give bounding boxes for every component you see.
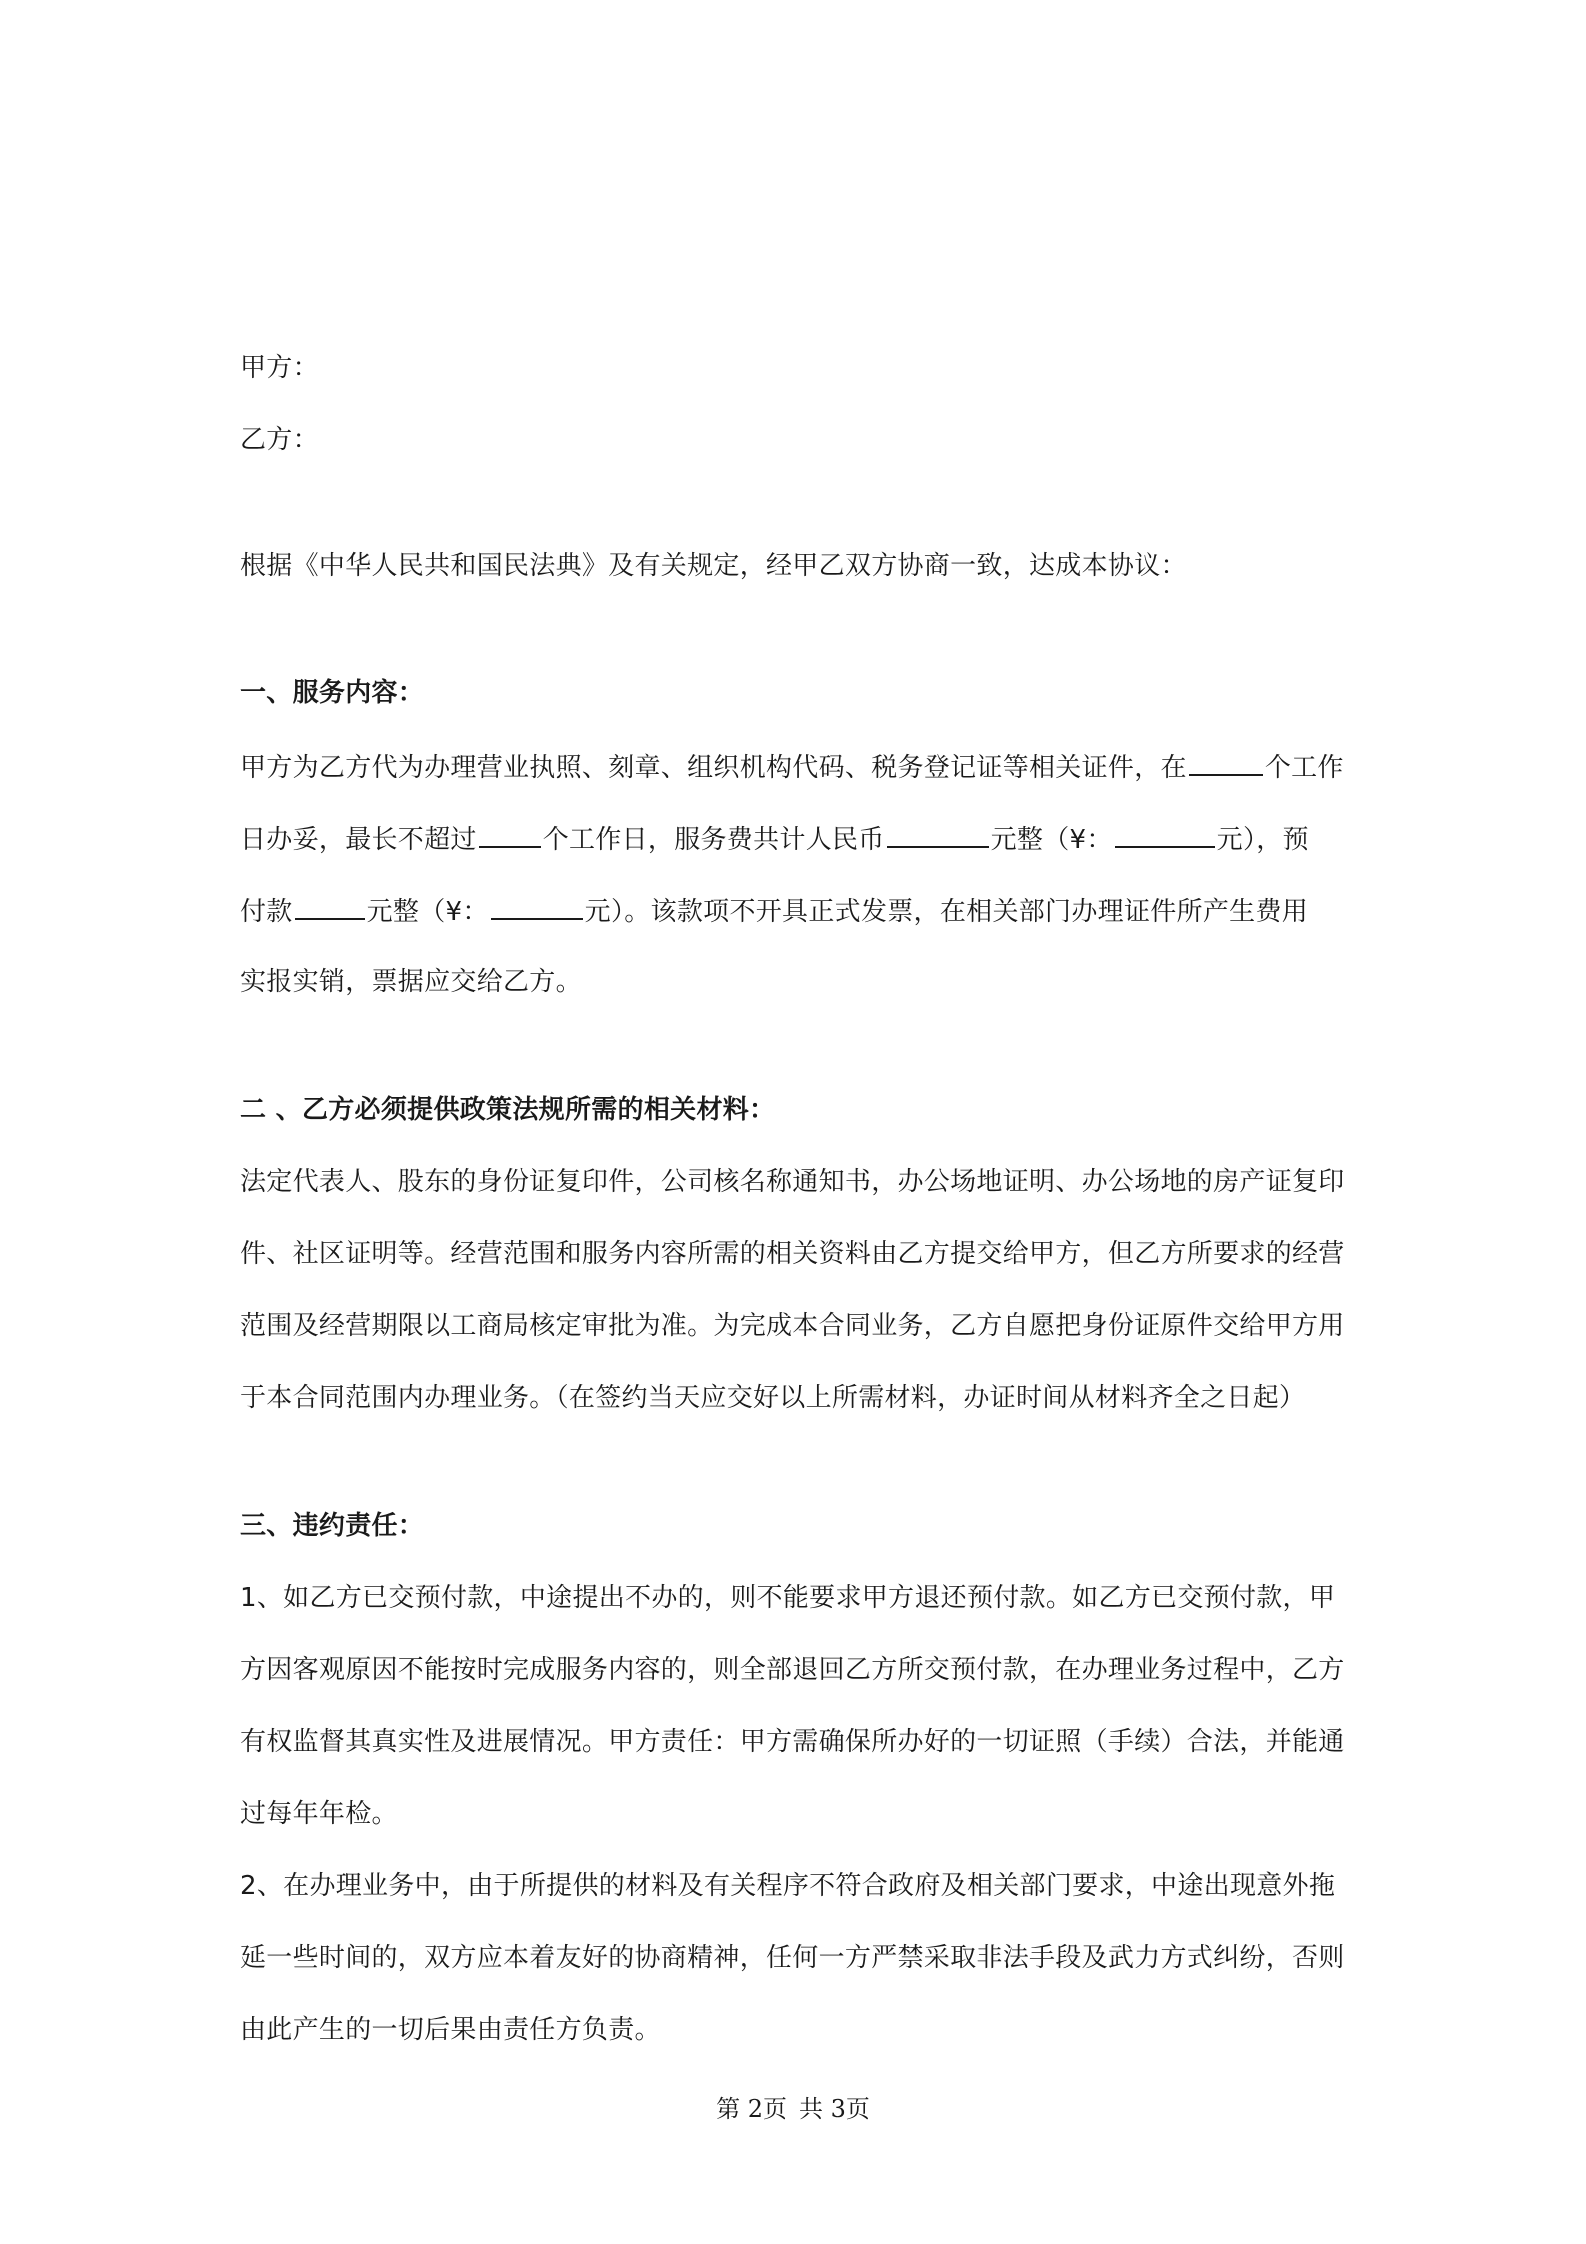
fill-blank-fee-words[interactable] <box>887 820 989 848</box>
section-3-para-1-line-3: 有权监督其真实性及进展情况。甲方责任：甲方需确保所办好的一切证照（手续）合法，并能通 <box>240 1727 1345 1757</box>
section-1-line-1 <box>240 748 1344 786</box>
text: 元整（¥： <box>366 897 489 927</box>
text: 日办妥，最长不超过 <box>240 825 477 855</box>
text: 甲方为乙方代为办理营业执照、刻章、组织机构代码、税务登记证等相关证件，在 <box>240 753 1187 783</box>
section-3-para-1-line-4: 过每年年检。 <box>240 1799 398 1829</box>
text: 元），预 <box>1216 825 1309 855</box>
text: 元整（¥： <box>990 825 1113 855</box>
section-2-line-3: 范围及经营期限以工商局核定审批为准。为完成本合同业务，乙方自愿把身份证原件交给甲方用 <box>240 1311 1345 1341</box>
section-1-title: 一、服务内容： <box>240 678 425 708</box>
page-footer <box>0 2094 1586 2124</box>
party-b-label: 乙方： <box>240 425 319 455</box>
section-1-line-3 <box>240 892 1308 930</box>
text: 付款 <box>240 897 293 927</box>
text: 个工作 <box>1264 753 1344 783</box>
section-3-para-1-line-1: 1、如乙方已交预付款，中途提出不办的，则不能要求甲方退还预付款。如乙方已交预付款，甲 <box>240 1583 1336 1613</box>
section-3-para-2-line-1: 2、在办理业务中，由于所提供的材料及有关程序不符合政府及相关部门要求，中途出现意外拖 <box>240 1871 1336 1901</box>
section-2-line-4: 于本合同范围内办理业务。（在签约当天应交好以上所需材料，办证时间从材料齐全之日起） <box>240 1383 1306 1413</box>
text: 元）。该款项不开具正式发票，在相关部门办理证件所产生费用 <box>584 897 1309 927</box>
section-2-title: 二 、乙方必须提供政策法规所需的相关材料： <box>240 1095 776 1125</box>
intro-paragraph: 根据《中华人民共和国民法典》及有关规定，经甲乙双方协商一致，达成本协议： <box>240 551 1187 581</box>
fill-blank-fee-amount[interactable] <box>1115 820 1215 848</box>
party-a-label: 甲方： <box>240 353 319 383</box>
page-number-total: 共 3页 <box>799 2095 870 2123</box>
section-1-line-4: 实报实销，票据应交给乙方。 <box>240 967 582 997</box>
section-2-line-1: 法定代表人、股东的身份证复印件，公司核名称通知书，办公场地证明、办公场地的房产证复印 <box>240 1167 1345 1197</box>
fill-blank-prepay-words[interactable] <box>295 892 365 920</box>
section-3-title: 三、违约责任： <box>240 1511 425 1541</box>
section-3-para-1-line-2: 方因客观原因不能按时完成服务内容的，则全部退回乙方所交预付款，在办理业务过程中，乙方 <box>240 1655 1345 1685</box>
section-1-line-2 <box>240 820 1309 858</box>
text: 个工作日，服务费共计人民币 <box>542 825 885 855</box>
section-3-para-2-line-3: 由此产生的一切后果由责任方负责。 <box>240 2015 661 2045</box>
page-number-current: 第 2页 <box>716 2095 787 2123</box>
fill-blank-prepay-amount[interactable] <box>491 892 583 920</box>
section-2-line-2: 件、社区证明等。经营范围和服务内容所需的相关资料由乙方提交给甲方，但乙方所要求的经营 <box>240 1239 1345 1269</box>
fill-blank-days[interactable] <box>1189 748 1263 776</box>
section-3-para-2-line-2: 延一些时间的，双方应本着友好的协商精神，任何一方严禁采取非法手段及武力方式纠纷，否则 <box>240 1943 1345 1973</box>
fill-blank-max-days[interactable] <box>479 820 541 848</box>
